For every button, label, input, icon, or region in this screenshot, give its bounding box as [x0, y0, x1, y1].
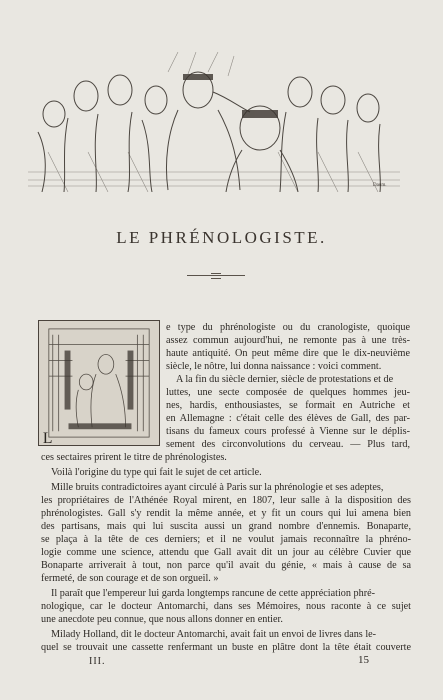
text-line: une anecdote peu connue, que nous allons donner en entier. [41, 614, 283, 625]
text-line: des partisans, mais qui lui suscita aussi un grand nombre d'ennemis. Bonaparte, [41, 521, 411, 532]
text-line: logie comme une science, attendu que Gall avait dit un jour au célèbre Cuvier que [41, 547, 411, 558]
text-line: Mille bruits contradictoires ayant circulé à Paris sur la phrénologie et ses adeptes, [51, 482, 384, 493]
text-line: haute antiquité. On peut même dire que le dix-neuvième [166, 348, 410, 359]
text-line: assez commun aujourd'hui, ne remonte pas à une très- [166, 335, 410, 346]
text-line: fermeté, de son courage et de son orgueil. » [41, 573, 219, 584]
text-line: Bonaparte arriverait à tout, non parce qu'il avait du génie, « mais à cause de sa [41, 560, 411, 571]
text-line: Il paraît que l'empereur lui garda longtemps rancune de cette appréciation phré- [51, 588, 376, 599]
text-line: nologique, car le docteur Antomarchi, dans ses Mémoires, nous raconte à ce sujet [41, 601, 411, 612]
volume-number: III. [89, 656, 106, 667]
text-line: se plaça à la tête de ces derniers; et il ne voulut jamais reconnaître la phréno- [41, 534, 411, 545]
text-line: Voilà l'origine du type qui fait le sujet de cet article. [51, 467, 262, 478]
text-line: siècle, le nôtre, lui donna naissance : voici comment. [166, 361, 382, 372]
engraver-signature: Daum. [373, 183, 387, 188]
text-line: ces sectaires prirent le titre de phrénologistes. [41, 452, 227, 463]
text-line: e type du phrénologiste ou du cranologiste, quoique [166, 322, 410, 333]
text-line: luttes, une secte composée de quelques hommes jeu- [166, 387, 410, 398]
text-line: tisans du fameux cours professé à Vienne sur le déplis- [166, 426, 410, 437]
text-line: A la fin du siècle dernier, siècle de protestations et de [176, 374, 394, 385]
text-line: nes, hardis, enthousiastes, se formait en Autriche et [166, 400, 410, 411]
text-line: les propriétaires de l'Athénée Royal mirent, en 1807, leur salle à la disposition des [41, 495, 411, 506]
text-line: en Allemagne : c'était celle des élèves de Gall, des par- [166, 413, 410, 424]
initial-letter: L [42, 430, 53, 445]
text-line: phrénologistes. Gall s'y rendit la même année, et y fit un cours qui lui amena bien [41, 508, 411, 519]
text-line: Milady Holland, dit le docteur Antomarchi, avait fait un envoi de livres dans le- [51, 629, 377, 640]
page-number: 15 [358, 654, 369, 666]
page-title: LE PHRÉNOLOGISTE. [116, 228, 327, 247]
text-line: quel se trouvait une cassette renfermant un buste en plâtre dont la tête était couverte [41, 642, 411, 653]
text-line: sement des circonvolutions du cerveau. — Plus tard, [166, 439, 410, 450]
